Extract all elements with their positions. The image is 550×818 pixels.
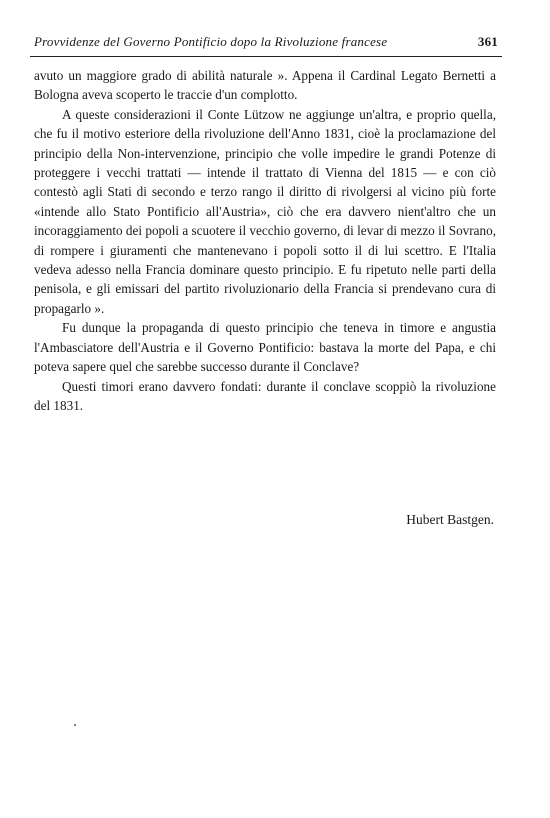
paragraph-4: Questi timori erano davvero fondati: durante il conclave scoppiò la rivoluzione del 1831.: [34, 378, 496, 413]
scan-speck: [74, 724, 76, 726]
page-number: 361: [477, 34, 498, 49]
author-signature: Hubert Bastgen.: [406, 512, 494, 527]
header-rule: [30, 56, 502, 57]
running-head-title: Provvidenze del Governo Pontificio dopo la Rivoluzione francese: [34, 34, 388, 49]
body-text: [34, 66, 496, 415]
paragraph-1: avuto un maggiore grado di abilità naturale ». Appena il Cardinal Legato Bernetti a Bologna aveva scoperto le traccie d'un complotto.: [34, 68, 496, 103]
paragraph-3: Fu dunque la propaganda di questo principio che teneva in timore e angustia l'Ambasciatore dell'Austria e il Governo Pontificio: bastava la morte del Papa, e chi poteva sapere quel che sarebbe successo durante il Conclave?: [34, 320, 496, 375]
running-head: [34, 34, 498, 54]
paragraph-2: A queste considerazioni il Conte Lützow ne aggiunge un'altra, e proprio quella, che fu il motivo esteriore della rivoluzione dell'Anno 1831, cioè la proclamazione del principio della Non-intervenzione, principio che volle impedire le grandi Potenze di proteggere i vecchi trattati — intende il trattato di Vienna del 1815 — e con ciò contestò agli Stati di secondo e terzo rango il diritto di rivolgersi al vicino più forte «intende allo Stato Pontificio all'Austria», ciò che era davvero nient'altro che un incoraggiamento dei popoli a scuotere il vecchio governo, di levar di mezzo il Sovrano, di rompere i giuramenti che mantenevano i popoli sotto il di lui scettro. E l'Italia vedeva adesso nella Francia dominare questo principio. E fu ripetuto nelle parti della penisola, e gli emissari del partito rivoluzionario della Francia si prendevano cura di propagarlo ».: [34, 106, 496, 316]
